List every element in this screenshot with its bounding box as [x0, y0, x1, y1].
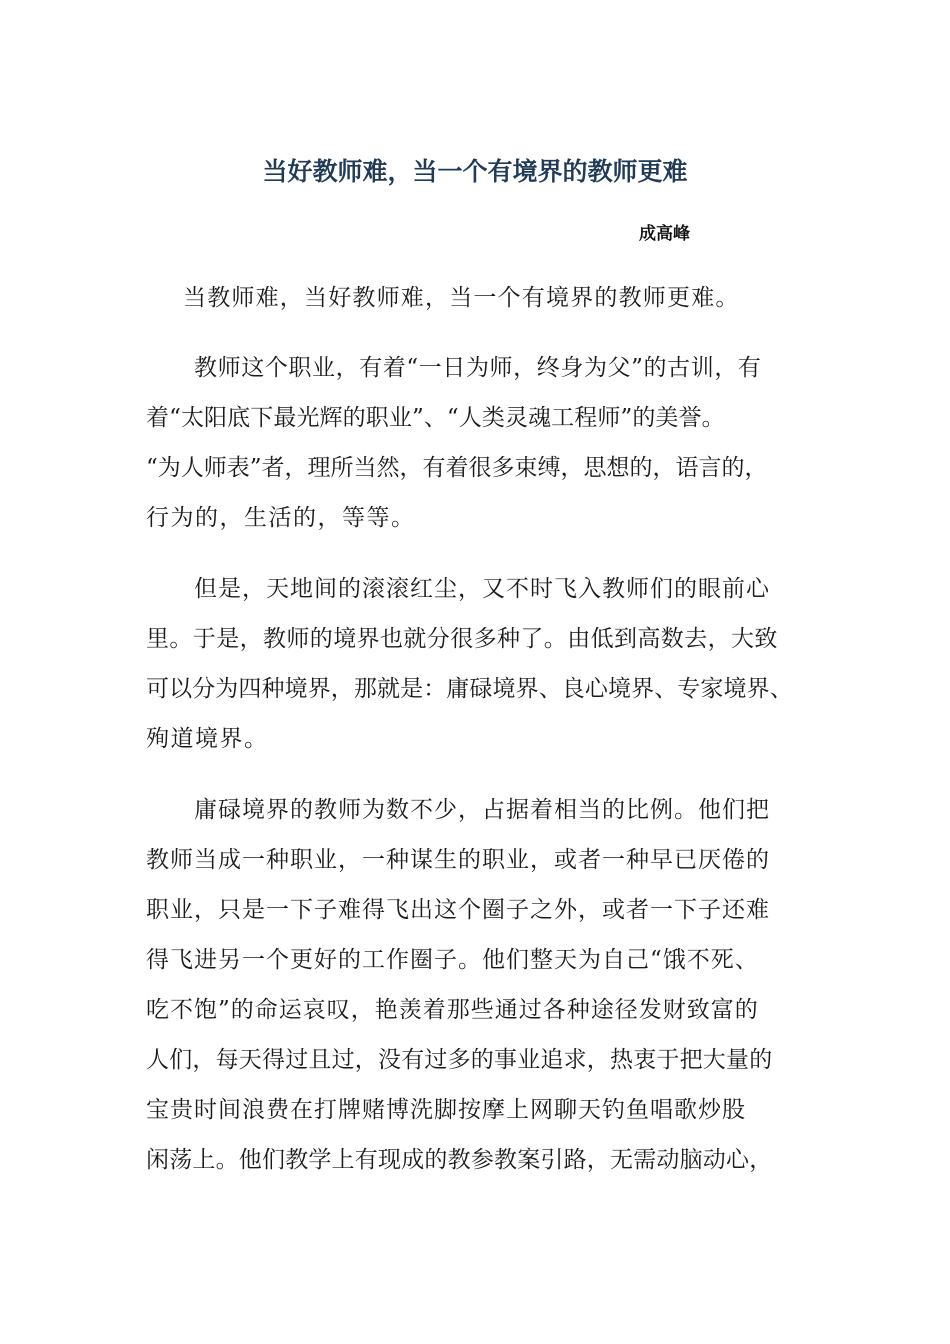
- text-line: 教师这个职业，有着“一日为师，终身为父”的古训，有: [194, 355, 762, 381]
- text-line: 着“太阳底下最光辉的职业”、“人类灵魂工程师”的美誉。: [146, 405, 725, 431]
- text-line: “为人师表”者，理所当然，有着很多束缚，思想的，语言的，: [146, 455, 768, 481]
- text-line: 教师当成一种职业，一种谋生的职业，或者一种早已厌倦的: [146, 847, 770, 873]
- document-author: 成高峰: [639, 224, 690, 244]
- text-line: 可以分为四种境界，那就是：庸碌境界、良心境界、专家境界、: [146, 676, 793, 702]
- text-line: 宝贵时间浪费在打牌赌博洗脚按摩上网聊天钓鱼唱歌炒股: [146, 1097, 746, 1123]
- text-line: 闲荡上。他们教学上有现成的教参教案引路，无需动脑动心，: [146, 1147, 773, 1173]
- text-line: 殉道境界。: [146, 726, 269, 752]
- document-title: 当好教师难，当一个有境界的教师更难: [262, 157, 688, 186]
- text-line: 里。于是，教师的境界也就分很多种了。由低到高数去，大致: [146, 626, 778, 652]
- text-line: 庸碌境界的教师为数不少，占据着相当的比例。他们把: [194, 797, 770, 823]
- text-line: 职业，只是一下子难得飞出这个圈子之外，或者一下子还难: [146, 897, 770, 923]
- text-line: 行为的，生活的，等等。: [146, 505, 416, 531]
- text-line: 得飞进另一个更好的工作圈子。他们整天为自己“饿不死、: [146, 947, 759, 973]
- text-line: 人们，每天得过且过，没有过多的事业追求，热衷于把大量的: [146, 1047, 773, 1073]
- text-line: 吃不饱”的命运哀叹，艳羡着那些通过各种途径发财致富的: [146, 997, 759, 1023]
- text-line: 但是，天地间的滚滚红尘，又不时飞入教师们的眼前心: [194, 576, 770, 602]
- text-line: 当教师难，当好教师难，当一个有境界的教师更难。: [183, 285, 740, 311]
